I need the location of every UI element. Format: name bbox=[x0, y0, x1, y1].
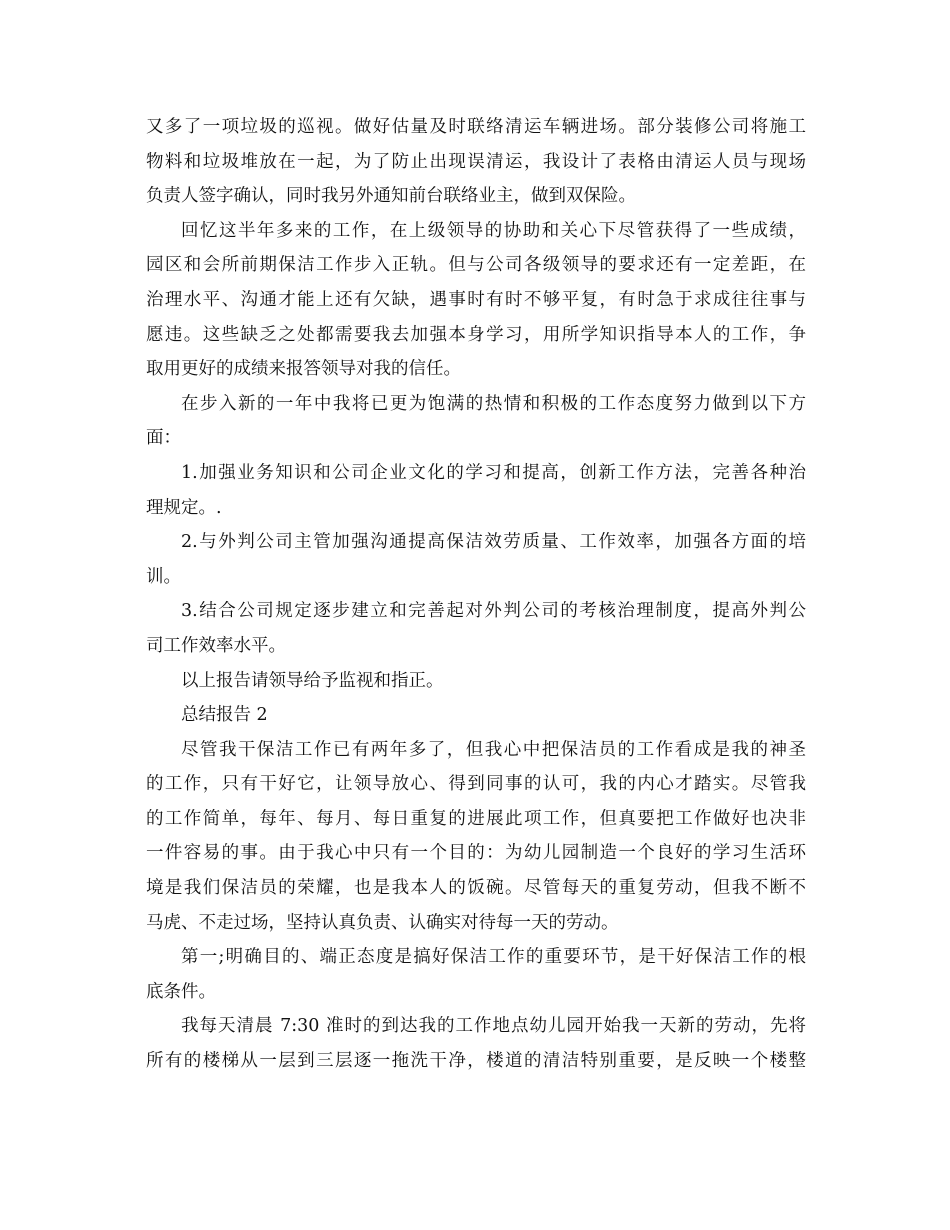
text-line: 在步入新的一年中我将已更为饱满的热情和积极的工作态度努力做到以下方 bbox=[181, 393, 806, 414]
text-line: 训。 bbox=[146, 566, 181, 587]
text-line: 第一;明确目的、端正态度是搞好保洁工作的重要环节，是干好保洁工作的根 bbox=[181, 947, 806, 968]
text-line: 物料和垃圾堆放在一起，为了防止出现误清运，我设计了表格由清运人员与现场 bbox=[146, 151, 806, 172]
text-line: 所有的楼梯从一层到三层逐一拖洗干净，楼道的清洁特别重要，是反映一个楼整 bbox=[146, 1051, 806, 1072]
text-line: 园区和会所前期保洁工作步入正轨。但与公司各级领导的要求还有一定差距，在 bbox=[146, 255, 806, 276]
text-line: 一件容易的事。由于我心中只有一个目的：为幼儿园制造一个良好的学习生活环 bbox=[146, 843, 806, 864]
text-line: 的工作简单，每年、每月、每日重复的进展此项工作，但真要把工作做好也决非 bbox=[146, 808, 806, 829]
text-line: 我每天清晨 7:30 准时的到达我的工作地点幼儿园开始我一天新的劳动，先将 bbox=[181, 1016, 806, 1037]
section-heading: 总结报告 2 bbox=[181, 705, 268, 726]
text-line: 的工作，只有干好它，让领导放心、得到同事的认可，我的内心才踏实。尽管我 bbox=[146, 774, 806, 795]
text-line: 理规定。. bbox=[146, 497, 222, 518]
text-line: 2.与外判公司主管加强沟通提高保洁效劳质量、工作效率，加强各方面的培 bbox=[181, 532, 806, 553]
text-line: 司工作效率水平。 bbox=[146, 635, 286, 656]
text-line: 马虎、不走过场，坚持认真负责、认确实对待每一天的劳动。 bbox=[146, 912, 619, 933]
text-line: 负责人签字确认，同时我另外通知前台联络业主，做到双保险。 bbox=[146, 186, 636, 207]
text-line: 回忆这半年多来的工作，在上级领导的协助和关心下尽管获得了一些成绩， bbox=[181, 220, 806, 241]
text-line: 尽管我干保洁工作已有两年多了，但我心中把保洁员的工作看成是我的神圣 bbox=[181, 739, 806, 760]
text-line: 愿违。这些缺乏之处都需要我去加强本身学习，用所学知识指导本人的工作，争 bbox=[146, 324, 806, 345]
document-body bbox=[146, 110, 806, 1079]
text-line: 1.加强业务知识和公司企业文化的学习和提高，创新工作方法，完善各种治 bbox=[181, 462, 806, 483]
text-line: 3.结合公司规定逐步建立和完善起对外判公司的考核治理制度，提高外判公 bbox=[181, 601, 806, 622]
text-line: 底条件。 bbox=[146, 981, 216, 1002]
text-line: 以上报告请领导给予监视和指正。 bbox=[181, 670, 444, 691]
text-line: 面： bbox=[146, 428, 181, 449]
text-line: 境是我们保洁员的荣耀，也是我本人的饭碗。尽管每天的重复劳动，但我不断不 bbox=[146, 878, 806, 899]
text-line: 又多了一项垃圾的巡视。做好估量及时联络清运车辆进场。部分装修公司将施工 bbox=[146, 117, 806, 137]
text-line: 治理水平、沟通才能上还有欠缺，遇事时有时不够平复，有时急于求成往往事与 bbox=[146, 289, 806, 310]
text-line: 取用更好的成绩来报答领导对我的信任。 bbox=[146, 359, 461, 380]
